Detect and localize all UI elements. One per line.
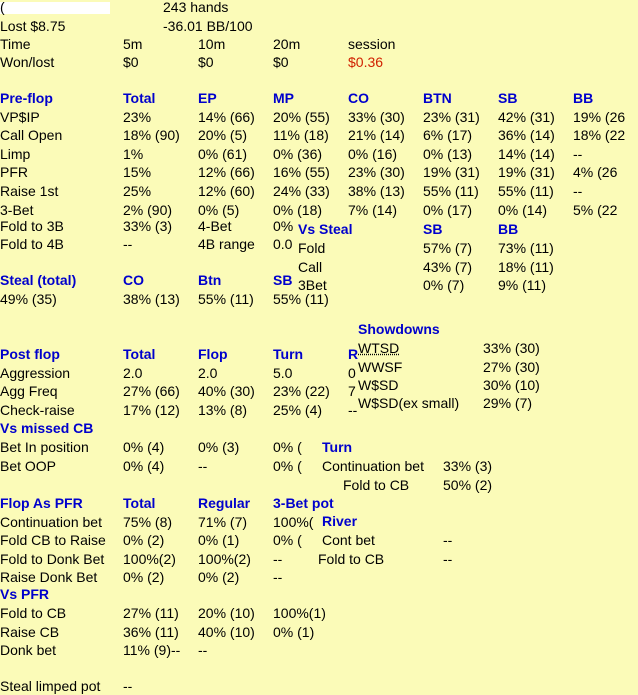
preflop-cell-1-2: 20% (5) (198, 127, 248, 144)
preflop-cell-1-7: 18% (22 (573, 127, 626, 144)
preflop-header-3: MP (273, 90, 294, 106)
preflop-cell-4-7: -- (573, 183, 583, 199)
flop-pfr-cell-2-1: 100%(2) (123, 550, 176, 567)
preflop-cell-3-0: PFR (0, 164, 28, 181)
vs-pfr-cell-0-3: 100%(1) (273, 605, 326, 621)
flop-pfr-header-1: Total (123, 495, 156, 511)
steal-sb-value: 55% (11) (273, 291, 329, 307)
vs-pfr-cell-2-1: 11% (9)-- (123, 642, 181, 659)
preflop-cell-0-0: VP$IP (0, 108, 40, 125)
wonlost-10m: $0 (198, 54, 214, 70)
preflop-cell-1-0: Call Open (0, 127, 63, 144)
preflop-cell-0-6: 42% (31) (498, 108, 555, 125)
postflop-cell-1-3: 23% (22) (273, 383, 330, 400)
preflop-cell-4-3: 24% (33) (273, 183, 330, 199)
wsd-ex-small-value: 29% (7) (483, 395, 533, 411)
postflop-cell-1-1: 27% (66) (123, 383, 180, 400)
preflop-header-6: SB (498, 90, 518, 106)
vs-pfr-cell-2-2: -- (198, 642, 208, 659)
preflop-cell-0-3: 20% (55) (273, 108, 330, 125)
postflop-cell-0-2: 2.0 (198, 364, 218, 381)
vs-missed-cb-title: Vs missed CB (0, 420, 94, 436)
wonlost-5m: $0 (123, 54, 139, 70)
showdowns-title: Showdowns (358, 321, 440, 337)
missed-cb-cell-0-3: 0% ( (273, 439, 302, 455)
wonlost-session: $0.36 (348, 54, 384, 70)
preflop-cell-3-5: 19% (31) (423, 164, 480, 181)
vs-steal-3bet-label: 3Bet (298, 277, 327, 293)
preflop-cell-4-0: Raise 1st (0, 183, 59, 199)
four-bet-range-label: 4B range (198, 236, 255, 252)
postflop-cell-2-2: 13% (8) (198, 401, 248, 418)
four-bet-value: 0% (273, 218, 294, 234)
hand-count: 243 hands (163, 0, 229, 15)
preflop-cell-4-1: 25% (123, 183, 152, 199)
vs-pfr-cell-1-0: Raise CB (0, 623, 60, 640)
postflop-cell-2-4: -- (348, 401, 358, 418)
postflop-cell-1-0: Agg Freq (0, 383, 58, 400)
missed-cb-cell-0-1: 0% (4) (123, 439, 165, 455)
wsd-label: W$SD (358, 377, 399, 393)
turn-cbet-value: 33% (3) (443, 458, 493, 474)
turn-fold-cb-value: 50% (2) (443, 477, 493, 493)
preflop-cell-0-1: 23% (123, 108, 152, 125)
preflop-cell-2-5: 0% (13) (423, 145, 473, 162)
missed-cb-cell-1-2: -- (198, 457, 208, 474)
postflop-cell-1-2: 40% (30) (198, 383, 255, 400)
postflop-cell-1-4: 7 (348, 383, 356, 400)
missed-cb-cell-1-3: 0% ( (273, 457, 302, 474)
preflop-cell-5-0: 3-Bet (0, 201, 34, 218)
flop-pfr-cell-1-2: 0% (1) (198, 532, 240, 549)
preflop-cell-2-1: 1% (123, 145, 144, 162)
river-cbet-value: -- (443, 532, 453, 548)
preflop-cell-0-5: 23% (31) (423, 108, 480, 125)
flop-pfr-cell-2-3: -- (273, 550, 283, 567)
postflop-cell-0-4: 0 (348, 364, 356, 381)
preflop-cell-3-3: 16% (55) (273, 164, 330, 181)
wtsd-label: WTSD (358, 340, 400, 356)
fold-to-4b-label: Fold to 4B (0, 236, 64, 252)
preflop-cell-4-6: 55% (11) (498, 183, 554, 199)
timeframe-session: session (348, 36, 396, 52)
preflop-cell-5-5: 0% (17) (423, 201, 473, 218)
preflop-cell-1-6: 36% (14) (498, 127, 555, 144)
flop-pfr-cell-1-1: 0% (2) (123, 532, 165, 549)
turn-cbet-label: Continuation bet (322, 458, 424, 474)
preflop-cell-2-2: 0% (61) (198, 145, 248, 162)
flop-pfr-cell-1-0: Fold CB to Raise (0, 532, 106, 549)
preflop-cell-3-1: 15% (123, 164, 152, 181)
preflop-cell-5-6: 0% (14) (498, 201, 548, 218)
flop-pfr-cell-0-0: Continuation bet (0, 513, 102, 530)
vs-steal-call-sb: 43% (7) (423, 259, 473, 275)
vs-steal-fold-label: Fold (298, 240, 326, 256)
preflop-cell-5-2: 0% (5) (198, 201, 240, 218)
preflop-cell-3-7: 4% (26 (573, 164, 618, 181)
postflop-header-0: Post flop (0, 346, 60, 362)
flop-pfr-cell-2-2: 100%(2) (198, 550, 251, 567)
flop-pfr-cell-2-0: Fold to Donk Bet (0, 550, 105, 567)
river-fold-cb-value: -- (443, 551, 453, 567)
preflop-cell-2-7: -- (573, 145, 583, 162)
steal-limped-label: Steal limped pot (0, 678, 101, 694)
vs-pfr-cell-0-2: 20% (10) (198, 605, 255, 621)
river-fold-cb-label: Fold to CB (318, 551, 385, 567)
fold-to-4b-total: -- (123, 236, 133, 252)
steal-col-co: CO (123, 272, 144, 288)
preflop-cell-0-7: 19% (26 (573, 108, 626, 125)
postflop-cell-2-3: 25% (4) (273, 401, 323, 418)
bb-per-100: -36.01 BB/100 (163, 18, 253, 34)
vs-steal-call-label: Call (298, 259, 323, 275)
flop-pfr-header-0: Flop As PFR (0, 495, 83, 511)
missed-cb-cell-0-2: 0% (3) (198, 439, 240, 455)
postflop-cell-0-1: 2.0 (123, 364, 143, 381)
missed-cb-cell-1-0: Bet OOP (0, 457, 57, 474)
steal-col-btn: Btn (198, 272, 222, 288)
flop-pfr-cell-3-2: 0% (2) (198, 569, 240, 586)
preflop-cell-0-2: 14% (66) (198, 108, 255, 125)
postflop-cell-0-0: Aggression (0, 364, 71, 381)
preflop-cell-5-7: 5% (22 (573, 201, 618, 218)
vs-pfr-cell-0-0: Fold to CB (0, 605, 67, 621)
vs-steal-title: Vs Steal (298, 221, 353, 237)
flop-pfr-cell-3-3: -- (273, 569, 283, 586)
preflop-cell-1-4: 21% (14) (348, 127, 405, 144)
preflop-cell-2-4: 0% (16) (348, 145, 398, 162)
vs-steal-fold-sb: 57% (7) (423, 240, 473, 256)
wsd-value: 30% (10) (483, 377, 540, 393)
preflop-cell-2-0: Limp (0, 145, 31, 162)
preflop-header-7: BB (573, 90, 594, 106)
time-label: Time (0, 36, 31, 52)
steal-total-title: Steal (total) (0, 272, 77, 288)
flop-pfr-header-3: 3-Bet pot (273, 495, 334, 511)
wwsf-label: WWSF (358, 359, 403, 375)
postflop-cell-0-3: 5.0 (273, 364, 293, 381)
vs-steal-3bet-sb: 0% (7) (423, 277, 465, 293)
vs-steal-fold-bb: 73% (11) (498, 240, 554, 256)
preflop-cell-5-3: 0% (18) (273, 201, 323, 218)
preflop-header-2: EP (198, 90, 217, 106)
preflop-cell-4-4: 38% (13) (348, 183, 405, 199)
preflop-cell-4-5: 55% (11) (423, 183, 479, 199)
postflop-cell-2-0: Check-raise (0, 401, 75, 418)
wonlost-label: Won/lost (0, 54, 55, 70)
vs-pfr-cell-1-1: 36% (11) (123, 623, 179, 640)
preflop-header-4: CO (348, 90, 369, 106)
timeframe-10m: 10m (198, 36, 226, 52)
preflop-header-0: Pre-flop (0, 90, 53, 106)
preflop-cell-3-6: 19% (31) (498, 164, 555, 181)
fold-to-3b-total: 33% (3) (123, 218, 173, 234)
wsd-ex-small-label: W$SD(ex small) (358, 395, 460, 411)
vs-pfr-cell-2-0: Donk bet (0, 642, 57, 659)
missed-cb-cell-1-1: 0% (4) (123, 457, 165, 474)
steal-total-value: 49% (35) (0, 291, 57, 307)
turn-fold-cb-label: Fold to CB (343, 477, 410, 493)
preflop-cell-4-2: 12% (60) (198, 183, 255, 199)
postflop-cell-2-1: 17% (12) (123, 401, 180, 418)
wonlost-20m: $0 (273, 54, 289, 70)
flop-pfr-header-2: Regular (198, 495, 251, 511)
timeframe-5m: 5m (123, 36, 143, 52)
preflop-cell-1-5: 6% (17) (423, 127, 473, 144)
flop-pfr-cell-0-1: 75% (8) (123, 513, 173, 530)
four-bet-label: 4-Bet (198, 218, 232, 234)
vs-steal-call-bb: 18% (11) (498, 259, 554, 275)
vs-steal-col-bb: BB (498, 221, 519, 237)
vs-pfr-cell-1-2: 40% (10) (198, 623, 255, 640)
flop-pfr-cell-3-0: Raise Donk Bet (0, 569, 98, 586)
postflop-header-2: Flop (198, 346, 228, 362)
vs-pfr-cell-1-3: 0% (1) (273, 623, 315, 640)
preflop-cell-0-4: 33% (30) (348, 108, 405, 125)
redacted-player-name (0, 2, 110, 14)
postflop-header-4: R (348, 346, 359, 362)
steal-btn-value: 55% (11) (198, 291, 254, 307)
vs-pfr-cell-0-1: 27% (11) (123, 605, 179, 621)
turn-block-title: Turn (322, 439, 353, 455)
preflop-cell-5-1: 2% (90) (123, 201, 173, 218)
vs-steal-3bet-bb: 9% (11) (498, 277, 546, 293)
missed-cb-cell-0-0: Bet In position (0, 439, 89, 455)
flop-pfr-cell-1-3: 0% ( (273, 532, 302, 549)
steal-col-sb: SB (273, 272, 293, 288)
preflop-cell-2-3: 0% (36) (273, 145, 323, 162)
four-bet-range-value: 0.0 (273, 236, 293, 252)
preflop-header-5: BTN (423, 90, 452, 106)
fold-to-3b-label: Fold to 3B (0, 218, 64, 234)
preflop-header-1: Total (123, 90, 156, 106)
steal-limped-value: -- (123, 678, 133, 694)
postflop-header-3: Turn (273, 346, 304, 362)
wtsd-value: 33% (30) (483, 340, 540, 356)
river-cbet-label: Cont bet (322, 532, 375, 548)
preflop-cell-1-1: 18% (90) (123, 127, 180, 144)
flop-pfr-cell-0-2: 71% (7) (198, 513, 248, 530)
vs-pfr-title: Vs PFR (0, 586, 50, 602)
postflop-header-1: Total (123, 346, 156, 362)
preflop-cell-1-3: 11% (18) (273, 127, 329, 144)
lost-amount: Lost $8.75 (0, 18, 66, 34)
river-block-title: River (322, 513, 358, 529)
preflop-cell-2-6: 14% (14) (498, 145, 555, 162)
preflop-cell-3-4: 23% (30) (348, 164, 405, 181)
flop-pfr-cell-3-1: 0% (2) (123, 569, 165, 586)
flop-pfr-cell-0-3: 100%( (273, 513, 314, 530)
preflop-cell-5-4: 7% (14) (348, 201, 398, 218)
wwsf-value: 27% (30) (483, 359, 540, 375)
header-marker: ( (0, 0, 5, 15)
preflop-cell-3-2: 12% (66) (198, 164, 255, 181)
timeframe-20m: 20m (273, 36, 301, 52)
steal-co-value: 38% (13) (123, 291, 180, 307)
vs-steal-col-sb: SB (423, 221, 443, 237)
